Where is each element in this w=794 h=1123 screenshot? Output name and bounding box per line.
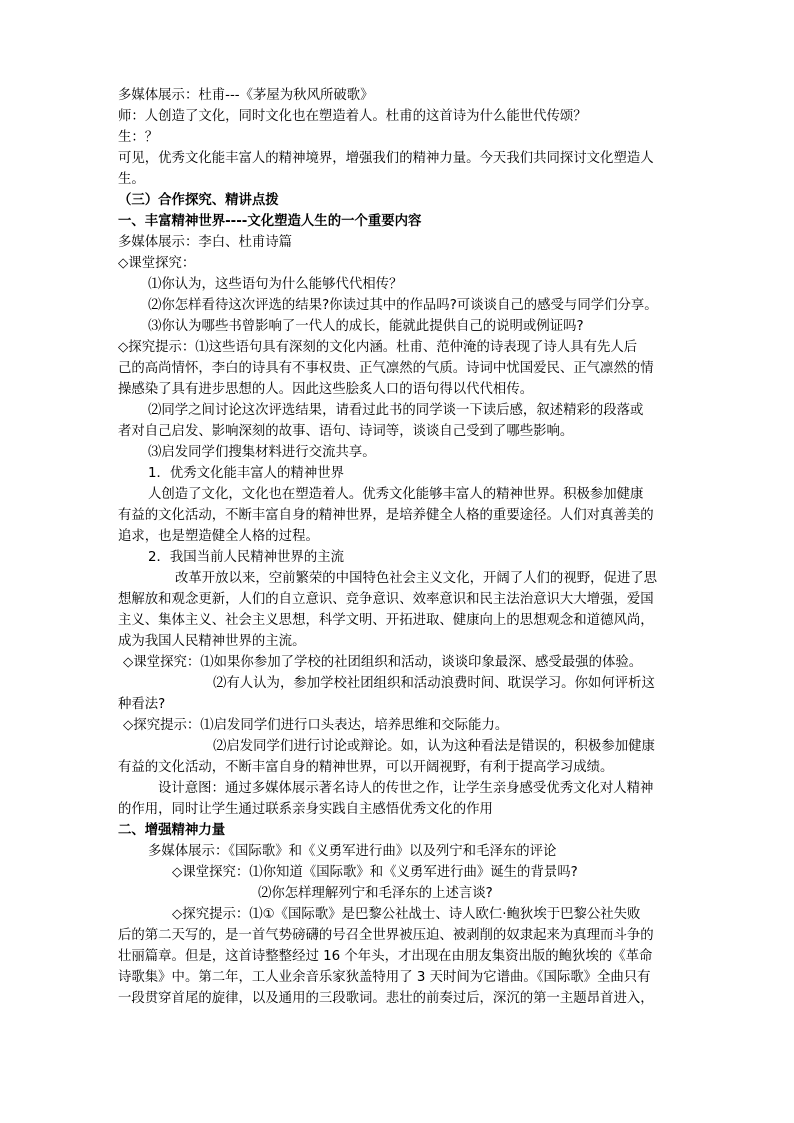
text-line: ⑶你认为哪些书曾影响了一代人的成长，能就此提供自己的说明或例证吗?: [148, 319, 584, 334]
text-line: 生：？: [118, 130, 159, 145]
text-line: 有益的文化活动，不断丰富自身的精神世界，可以开阔视野，有利于提高学习成绩。: [118, 760, 614, 775]
text-line: 后的第二天写的，是一首气势磅礴的号召全世界被压迫、被剥削的奴隶起来为真理而斗争的: [118, 928, 654, 943]
text-line: ⑵同学之间讨论这次评选结果，请看过此书的同学谈一下读后感，叙述精彩的段落或: [148, 403, 644, 418]
text-line: ◇课堂探究：: [118, 256, 196, 271]
text-line: 的作用，同时让学生通过联系亲身实践自主感悟优秀文化的作用: [118, 802, 493, 817]
text-line: 一段贯穿首尾的旋律，以及通用的三段歌词。悲壮的前奏过后，深沉的第一主题昂首进入，: [118, 991, 654, 1006]
text-line: 多媒体展示：李白、杜甫诗篇: [118, 235, 293, 250]
section-heading: （三）合作探究、精讲点拨: [118, 193, 279, 208]
text-line: 师：人创造了文化，同时文化也在塑造着人。杜甫的这首诗为什么能世代传颂？: [118, 109, 587, 124]
text-line: ⑶启发同学们搜集材料进行交流共享。: [148, 445, 376, 460]
text-line: ⑵你怎样理解列宁和毛泽东的上述言谈?: [258, 886, 493, 901]
text-line: ◇课堂探究：⑴你知道《国际歌》和《义勇军进行曲》诞生的背景吗?: [172, 865, 578, 880]
text-line: ⑵启发同学们进行讨论或辩论。如，认为这种看法是错误的，积极参加健康: [213, 739, 655, 754]
text-line: ◇课堂探究：⑴如果你参加了学校的社团组织和活动，谈谈印象最深、感受最强的体验。: [123, 655, 643, 670]
text-line: ◇探究提示：⑴①《国际歌》是巴黎公社战士、诗人欧仁·鲍狄埃于巴黎公社失败: [172, 907, 641, 922]
text-line: ⑵有人认为，参加学校社团组织和活动浪费时间、耽误学习。你如何评析这: [213, 676, 655, 691]
text-line: 者对自己启发、影响深刻的故事、语句、诗词等，谈谈自己受到了哪些影响。: [118, 424, 574, 439]
text-line: 想解放和观念更新，人们的自立意识、竞争意识、效率意识和民主法治意识大大增强，爱国: [118, 592, 654, 607]
text-line: ◇探究提示：⑴启发同学们进行口头表达，培养思维和交际能力。: [123, 718, 509, 733]
text-line: 1．优秀文化能丰富人的精神世界: [148, 466, 344, 481]
text-line: 己的高尚情怀，李白的诗具有不事权贵、正气凛然的气质。诗词中忧国爱民、正气凛然的情: [118, 361, 654, 376]
text-line: 可见，优秀文化能丰富人的精神境界，增强我们的精神力量。今天我们共同探讨文化塑造人: [118, 151, 654, 166]
text-line: 多媒体展示：《国际歌》和《义勇军进行曲》以及列宁和毛泽东的评论: [148, 844, 557, 859]
text-line: 追求，也是塑造健全人格的过程。: [118, 529, 319, 544]
text-line: 壮丽篇章。但是，这首诗整整经过 16 个年头，才出现在由朋友集资出版的鲍狄埃的《革命: [118, 949, 653, 964]
section-heading: 二、增强精神力量: [118, 823, 226, 838]
section-heading: 一、丰富精神世界----文化塑造人生的一个重要内容: [118, 214, 422, 229]
text-line: ⑵你怎样看待这次评选的结果?你读过其中的作品吗?可谈谈自己的感受与同学们分享。: [148, 298, 658, 313]
text-line: 有益的文化活动，不断丰富自身的精神世界，是培养健全人格的重要途径。人们对真善美的: [118, 508, 654, 523]
text-line: 种看法?: [118, 697, 166, 712]
text-line: 2．我国当前人民精神世界的主流: [148, 550, 344, 565]
text-line: 改革开放以来，空前繁荣的中国特色社会主义文化，开阔了人们的视野，促进了思: [175, 571, 658, 586]
text-line: 诗歌集》中。第二年，工人业余音乐家狄盖特用了 3 天时间为它谱曲。《国际歌》全曲只有: [118, 970, 651, 985]
text-line: ◇探究提示：⑴这些语句具有深刻的文化内涵。杜甫、范仲淹的诗表现了诗人具有先人后: [118, 340, 638, 355]
text-line: 设计意图：通过多媒体展示著名诗人的传世之作，让学生亲身感受优秀文化对人精神: [158, 781, 654, 796]
text-line: 主义、集体主义、社会主义思想，科学文明、开拓进取、健康向上的思想观念和道德风尚，: [118, 613, 654, 628]
text-line: 生。: [118, 172, 145, 187]
text-line: 人创造了文化，文化也在塑造着人。优秀文化能够丰富人的精神世界。积极参加健康: [148, 487, 644, 502]
text-line: 成为我国人民精神世界的主流。: [118, 634, 306, 649]
text-line: 操感染了具有进步思想的人。因此这些脍炙人口的语句得以代代相传。: [118, 382, 534, 397]
text-line: ⑴你认为，这些语句为什么能够代代相传？: [148, 277, 403, 292]
text-line: 多媒体展示：杜甫---《茅屋为秋风所破歌》: [118, 88, 374, 103]
